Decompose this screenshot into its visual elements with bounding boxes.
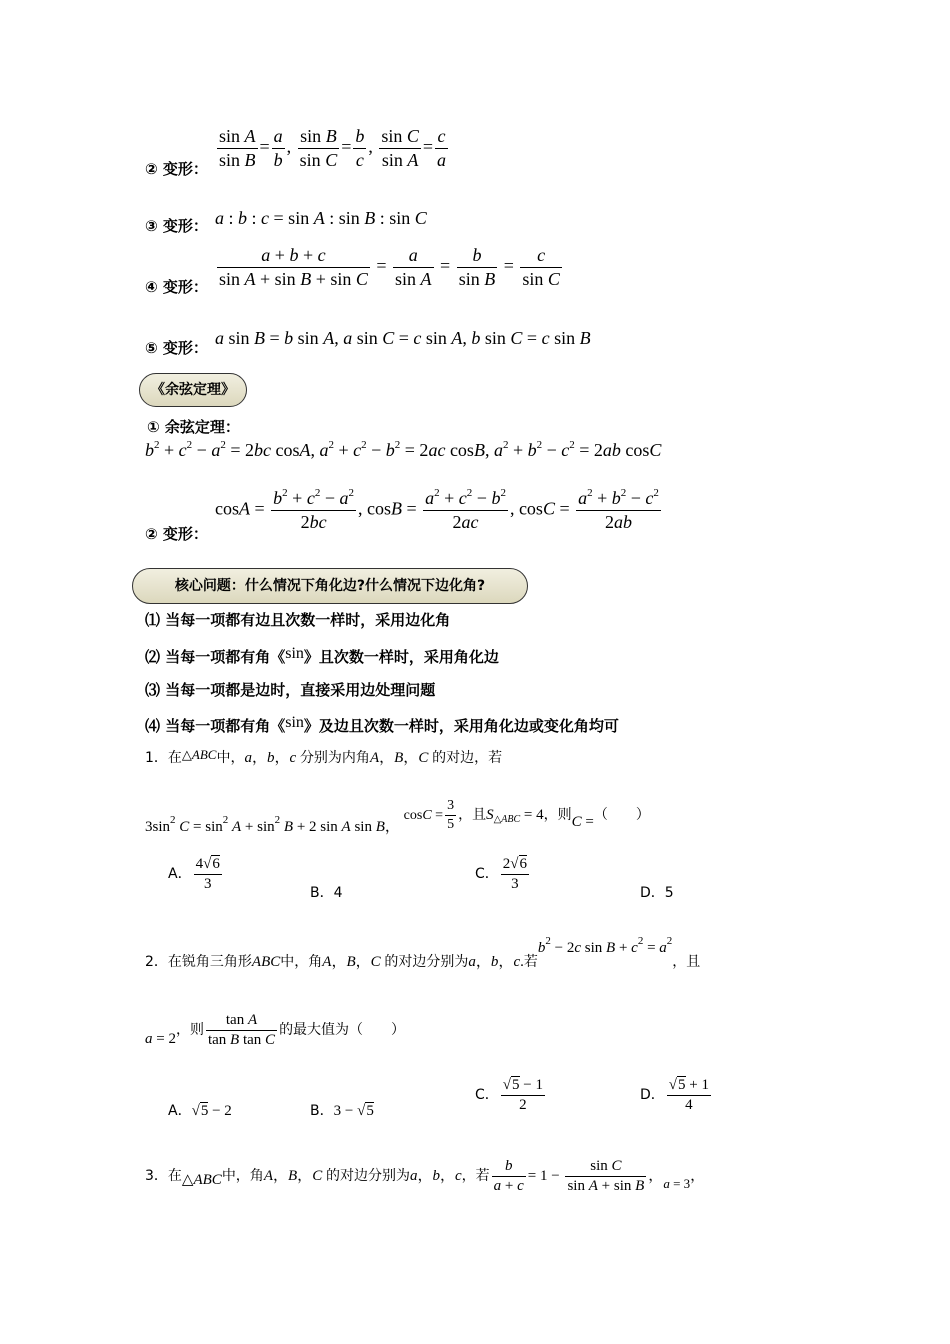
core-rule-1: ⑴ 当每一项都有边且次数一样时，采用边化角 [145,611,451,629]
variant-5-formula: a sin B = b sin A, a sin C = c sin A, b sin C = c sin B [215,328,591,348]
q2-condition: a = 2，则 $\frac{\text{tan A}}{\text{tan B tan C}}$ 的最大值为（ ） [145,1012,406,1048]
variant-3-label: ③ 变形： [145,217,208,235]
variant-4-label: ④ 变形： [145,278,208,296]
q1-stem: 1．在△ABC中，a，b，c 分别为内角A，B，C 的对边，若 [145,747,503,766]
q2-option-b: B．3 − √5 [310,1103,374,1119]
cosine-item-1-label: ① 余弦定理： [147,418,240,436]
q1-option-b: B．4 [310,885,343,901]
variant-5-label: ⑤ 变形： [145,339,208,357]
q1-condition: $3\sin^2$ $C = \sin^2 A + \sin^2 B + 2$ sin A sin B， cosC = $\frac{3}{5}$ ，且$S_{\triangle ABC} = 4$，则C =（ ） [145,798,650,835]
variant-2-formula: $\frac{\text{sin A}}{\text{sin B}}$ = $\frac{a}{b}$ , $\frac{\text{sin B}}{\text{sin C}}$ = $\frac{b}{c}$ , $\frac{\text{sin C}}{\text{sin A}}$ = $\frac{c}{a}$ [219,126,447,170]
core-question-badge: 核心问题：什么情况下角化边?什么情况下边化角? [132,568,528,604]
q2-option-d: D． $\frac{√5 + 1}{4}$ [640,1077,709,1113]
q2-option-c: C． $\frac{√5 - 1}{2}$ [475,1077,543,1113]
q2-stem: 2．在锐角三角形ABC中，角A，B，C 的对边分别为a，b，c.若$b^2 - 2c$ $\sin B + c^2 = a^2$，且 [145,935,701,970]
q1-option-c: C． $\frac{2√6}{3}$ [475,856,528,892]
cosine-law-formula: $b^2 + c^2 - a^2 = 2bc$ cosA, $a^2 + c^2 - b^2 = 2ac$ cosB, $a^2 + b^2 - c^2 = 2ab$ cosC [145,439,662,460]
q1-option-d: D．5 [640,885,674,901]
core-rule-3: ⑶ 当每一项都是边时，直接采用边处理问题 [145,681,436,699]
q2-option-a: A．√5 − 2 [168,1103,232,1119]
cosine-badge: 《余弦定理》 [139,373,247,407]
q1-option-a: A． $\frac{4√6}{3}$ [168,856,220,892]
cosine-variant-formula: cosA = $\frac{b^2 + c^2 - a^2}{2bc}$ , cosB = $\frac{a^2 + c^2 - b^2}{2ac}$ , cosC = $\frac{a^2 + b^2 - c^2}{2ab}$ [215,487,659,532]
variant-4-formula: $\frac{a + b + c}{\text{sin A + sin B + sin C}}$ = $\frac{a}{\text{sin A}}$ = $\frac{b}{\text{sin B}}$ = $\frac{c}{\text{sin C}}$ [219,245,560,289]
q3-stem: 3．在△ABC中，角A，B，C 的对边分别为a，b，c，若 $\frac{b}{a + c}$ = 1 − $\frac{\text{sin C}}{\text{sin A + sin B}}$ ，a = 3， [145,1158,706,1194]
core-rule-2: ⑵ 当每一项都有角《sin》且次数一样时，采用角化边 [145,645,499,666]
variant-2-label: ② 变形： [145,160,208,178]
variant-3-formula: a : b : c = sin A : sin B : sin C [215,208,427,228]
cosine-item-2-label: ② 变形： [145,525,208,543]
core-rule-4: ⑷ 当每一项都有角《sin》及边且次数一样时，采用角化边或变化角均可 [145,714,619,735]
